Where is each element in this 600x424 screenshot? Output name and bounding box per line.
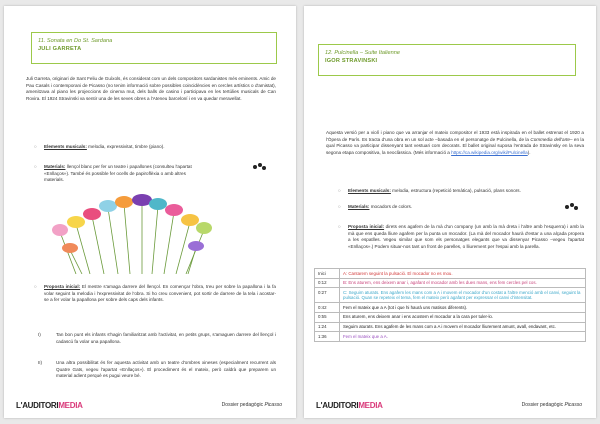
left-page (4, 6, 296, 418)
bullet-icon: ○ (34, 164, 37, 169)
butterfly-illustration (46, 194, 214, 274)
right-footer (304, 396, 596, 410)
table-row (315, 278, 586, 288)
logo: L'AUDITORIMEDIA (316, 401, 383, 410)
logo: L'AUDITORIMEDIA (16, 401, 83, 410)
right-bullet-proposal (338, 224, 584, 250)
table-row (315, 332, 586, 342)
timeline-time: 1:24 (315, 322, 340, 332)
timeline-description: Seguim aturats. Ens agafem de les mans com a A i movem el mocador lliurement amunt, avall, endavant, etc. (340, 322, 586, 332)
left-title: 11. Sonata en Do St. Sardana (38, 38, 113, 44)
right-title: 12. Pulcinella – Suite Italienne (325, 50, 400, 56)
left-numbered-1 (38, 332, 276, 345)
timeline-time: Inici (315, 269, 340, 279)
table-row (315, 269, 586, 279)
right-b1-text: melodia, estructura (repetició temàtica), pulsació, plans sonors. (390, 188, 521, 193)
left-b3-label: Proposta inicial: (44, 284, 81, 289)
table-row (315, 322, 586, 332)
timeline-description: C: Seguim aturats. Ens agafem les mans com a A i movem el mocador d'un costat a l'altre menció amb el canvi, seguint la pulsació. Quan se repeteix el tema, fem el mateix però agafant per expressar el canvi d'intensitat. (340, 288, 586, 303)
left-n1-num: I) (38, 332, 41, 337)
right-intro: Aquesta versió per a violí i piano que va arranjar el mateix compositor el 1933 està inspirada en el ballet estrenat el 1920 a l'Òpera de París. Es tracta d'una obra en un sol acte –basada en el personatge de Pulcinella, de la Commedia dell'arte– en la qual Picasso va participar dissenyant tant vestuari com decorats. El ballet original suposa l'entrada de Stravinsky en la seva segona etapa compositiva, la neoclàssica. (Més informació a https://ca.wikipedia.org/wiki/Pulcinella). (326, 130, 585, 155)
timeline-description: A: Cantarem seguint la pulsació. El mocador no es mou. (340, 269, 586, 279)
timeline-time: 0:55 (315, 312, 340, 322)
left-title-box (31, 32, 277, 64)
bullet-icon: ○ (338, 224, 341, 229)
butterfly-icon (52, 194, 212, 253)
left-b3-text: El mestre s'amaga darrere del llençol. En començar l'obra, treu per sobre la papallona i la fa volar seguint la melodia i l'expressivitat de l'obra. Si ho creu convenient, pot sortir de darrere de la tela i acostar-se a fer volar la papallona per sobre dels caps dels infants. (44, 284, 276, 303)
left-intro: Juli Garreta, originari de Sant Feliu de Guíxols, és considerat com un dels compositors sardanistes més eminents. Amic de Pau Casals i contemporani de Picasso (no tenim informació sobre possibles coincidències en cercles artístics o d'amistat), amenitzava al piano les projeccions de cinema mut, dels balls de casino i participava en les tertúlies musicals de Can Rovira. El 1924 Stravinski va sentir una de les seves obres a l'Ateneu barceloní i en va quedar meravellat. (26, 76, 276, 101)
timeline-time: 0:12 (315, 278, 340, 288)
right-b2-label: Materials: (348, 204, 370, 209)
enllacos-badge-icon[interactable] (562, 198, 580, 216)
left-b1-label: Elements musicals: (44, 144, 87, 149)
left-b1-text: melodia, expressivitat, timbre (piano). (86, 144, 165, 149)
enllacos-badge-icon[interactable] (250, 158, 268, 176)
bullet-icon: ○ (34, 144, 37, 149)
left-composer: JULI GARRETA (38, 46, 82, 52)
right-bullet-elements (338, 188, 584, 195)
right-page (304, 6, 596, 418)
right-b3-text: direts ens agafem de la mà d'un company (un amb la mà dreta i l'altre amb l'esquerra) i amb la mà que ens queda lliure agafem per la punta un mocador. (La mà del mocador haurà d'estar a una alçada propera a les espatlles. Vegeu similar que som els personatges elegants que va dissenyar Picasso –vegeu l'apartat «Enllaços».) Podem situar-nos tant un front de parelles, o lliurement per l'espai amb la parella. (348, 224, 584, 249)
left-footer-text: Dossier pedagògic Picasso (221, 402, 282, 408)
timeline-description: Fem el mateix que a A. (340, 332, 586, 342)
right-b3-label: Proposta inicial: (348, 224, 385, 229)
timeline-description: B: Ens aturem, ens deixem anar i, agafant el mocador amb les dues mans, ens fem cercles pel cos. (340, 278, 586, 288)
bullet-icon: ○ (338, 204, 341, 209)
table-row (315, 312, 586, 322)
left-n2-num: II) (38, 360, 43, 365)
left-n2-text: Una altra possibilitat és fer aquesta activitat amb un teatre d'ombres xineses (especialment recurrent als Quatre Gats, vegeu l'apartat «Enllaços»). El procediment és el mateix, però caldrà que preparem un material adient perquè es pugui veure bé. (56, 360, 276, 379)
left-bullet-materials (34, 164, 204, 184)
timeline-time: 0:27 (315, 288, 340, 303)
right-bullet-materials (338, 204, 548, 211)
left-footer (4, 396, 296, 410)
bullet-icon: ○ (338, 188, 341, 193)
wiki-link[interactable]: https://ca.wikipedia.org/wiki/Pulcinella (451, 149, 528, 155)
left-b2-label: Materials: (44, 164, 66, 169)
right-title-box (318, 44, 576, 76)
timeline-table (314, 268, 586, 342)
timeline-time: 1:36 (315, 332, 340, 342)
table-row (315, 303, 586, 313)
timeline-time: 0:42 (315, 303, 340, 313)
left-bullet-proposal (34, 284, 276, 304)
left-b2-text: llençol blanc per fer un teatre i papallones (consulteu l'apartat «Enllaços»). També és possible fer ocells de papiroflèxia o amb altres materials. (44, 164, 192, 183)
bullet-icon: ○ (34, 284, 37, 289)
left-bullet-elements (34, 144, 276, 151)
timeline-description: Fem el mateix que a A (tot i que hi haurà uns matisos diferents). (340, 303, 586, 313)
table-row (315, 288, 586, 303)
right-b1-label: Elements musicals: (348, 188, 391, 193)
timeline-description: Ens aturem, ens deixem anar i ens acostem el mocador a la cara per tuler-lo. (340, 312, 586, 322)
left-n1-text: Tan bon punt els infants s'hagin familiaritzat amb l'activitat, en petits grups, s'amaguen darrere del llençol i cadascú fa volar una papallona. (56, 332, 276, 344)
right-footer-text: Dossier pedagògic Picasso (521, 402, 582, 408)
left-numbered-2 (38, 360, 276, 380)
right-b2-text: mocadors de colors. (369, 204, 413, 209)
right-composer: IGOR STRAVINSKI (325, 58, 378, 64)
